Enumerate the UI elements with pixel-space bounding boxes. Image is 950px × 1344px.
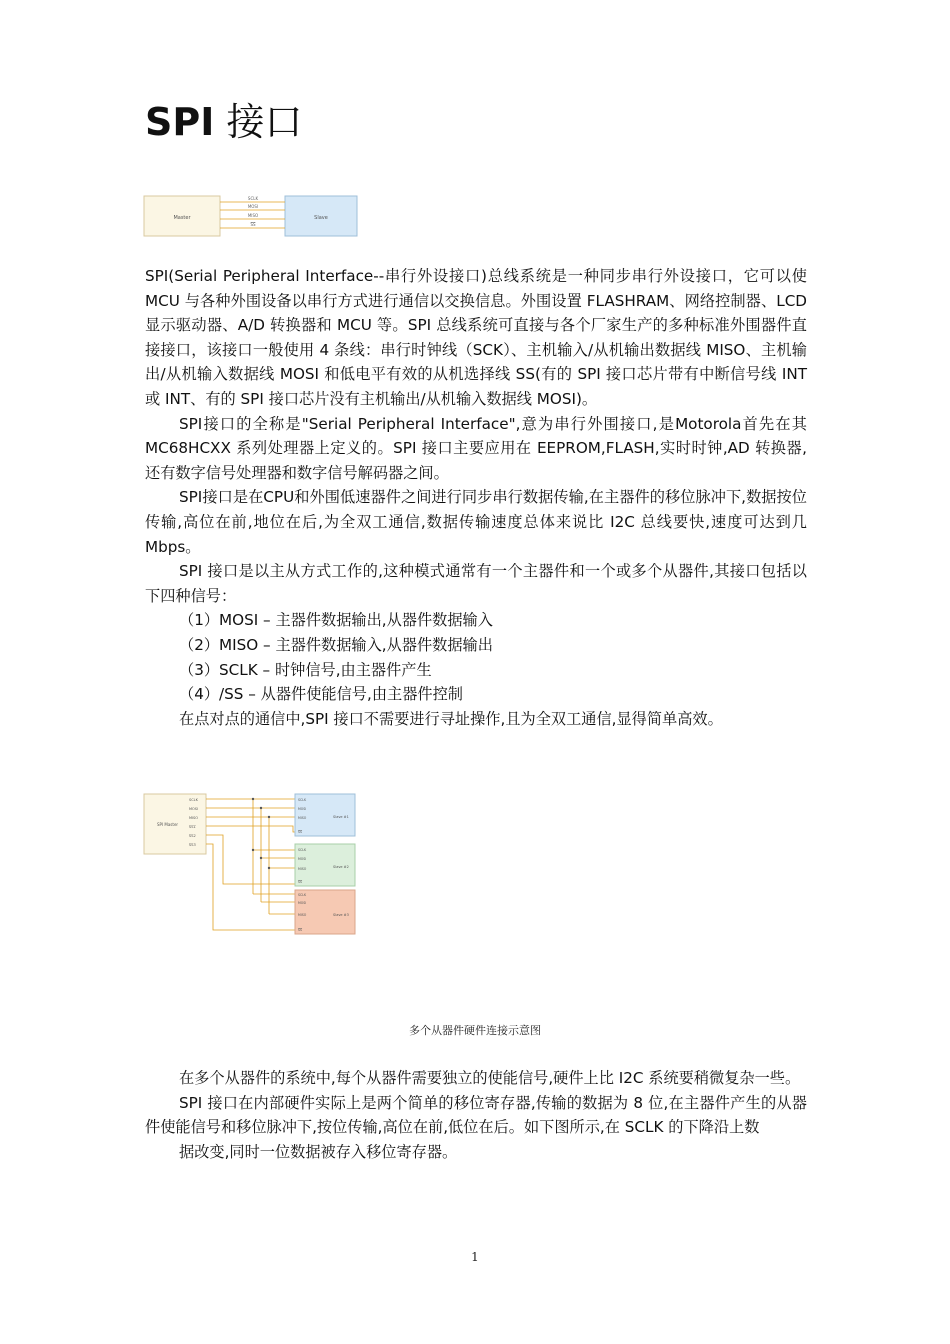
pin-label: SS3	[189, 843, 196, 847]
pin-label: SCLK	[189, 798, 198, 802]
pin-label: SS	[298, 928, 303, 932]
paragraph: 在多个从器件的系统中,每个从器件需要独立的使能信号,硬件上比 I2C 系统要稍微复杂一些。	[179, 1069, 801, 1087]
slave-label: Slave	[314, 215, 328, 221]
pin-label: SS2	[189, 834, 196, 838]
signal-label: MISO	[247, 213, 259, 218]
signal-list-item: （1）MOSI – 主器件数据输出,从器件数据输入	[179, 611, 493, 630]
page-title	[145, 98, 302, 146]
signal-list-item: （3）SCLK – 时钟信号,由主器件产生	[179, 660, 432, 679]
signal-list-item: （4）/SS – 从器件使能信号,由主器件控制	[179, 685, 463, 704]
pin-label: MOSI	[298, 807, 307, 811]
signal-label: MOSI	[247, 204, 259, 209]
master-label: SPI Master	[157, 822, 179, 827]
signal-list-item: （2）MISO – 主器件数据输入,从器件数据输出	[179, 635, 493, 654]
signal-label: SS	[250, 222, 256, 227]
slave-label: Slave #2	[333, 865, 349, 869]
paragraph: SPI 接口是以主从方式工作的,这种模式通常有一个主器件和一个或多个从器件,其接口包括以下四种信号：	[145, 562, 807, 605]
spi-multi-slave-figure	[143, 790, 359, 938]
pin-label: MISO	[189, 816, 199, 820]
title-cjk: 接口	[214, 100, 303, 144]
pin-label: MOSI	[298, 857, 307, 861]
slave-label: Slave #1	[333, 815, 349, 819]
paragraph: SPI(Serial Peripheral Interface--串行外设接口)总线系统是一种同步串行外设接口，它可以使 MCU 与各种外围设备以串行方式进行通信以交换信息。外围设置 FLASHRAM、网络控制器、LCD 显示驱动器、A/D 转换器和 MCU 等。SPI 总线系统可直接与各个厂家生产的多种标准外围器件直接接口，该接口一般使用 4 条线：串行时钟线（SCK）、主机输入/从机输出数据线 MISO、主机输出/从机输入数据线 MOSI 和低电平有效的从机选择线 SS(有的 SPI 接口芯片带有中断信号线 INT 或 INT、有的 SPI 接口芯片没有主机输出/从机输入数据线 MOSI)。	[145, 267, 807, 408]
paragraph: SPI接口是在CPU和外围低速器件之间进行同步串行数据传输,在主器件的移位脉冲下,数据按位传输,高位在前,地位在后,为全双工通信,数据传输速度总体来说比 I2C 总线要快,速度可达到几 Mbps。	[145, 488, 807, 556]
pin-label: MISO	[298, 867, 307, 871]
pin-label: MOSI	[189, 807, 199, 811]
page-number: 1	[471, 1250, 479, 1264]
pin-label: SS1	[189, 825, 196, 829]
paragraph: 在点对点的通信中,SPI 接口不需要进行寻址操作,且为全双工通信,显得简单高效。	[179, 709, 723, 728]
figure-caption: 多个从器件硬件连接示意图	[409, 1024, 541, 1037]
spi-master-slave-figure	[143, 192, 359, 240]
slave-label: Slave #3	[333, 913, 349, 917]
paragraph: SPI 接口在内部硬件实际上是两个简单的移位寄存器,传输的数据为 8 位,在主器件产生的从器件使能信号和移位脉冲下,按位传输,高位在前,低位在后。如下图所示,在 SCLK 的下降沿上数	[145, 1093, 807, 1137]
body-text-top	[145, 264, 807, 731]
signal-label: SCLK	[247, 196, 259, 201]
pin-label: MOSI	[298, 901, 307, 905]
pin-label: SS	[298, 880, 303, 884]
title-latin: SPI	[145, 100, 215, 144]
paragraph: SPI接口的全称是"Serial Peripheral Interface",意为串行外围接口,是Motorola首先在其 MC68HCXX 系列处理器上定义的。SPI 接口主要应用在 EEPROM,FLASH,实时时钟,AD 转换器,还有数字信号处理器和数字信号解码器之间。	[145, 414, 807, 482]
pin-label: SCLK	[298, 798, 307, 802]
pin-label: SCLK	[298, 893, 307, 897]
body-text-bottom	[145, 1066, 807, 1164]
pin-label: SS	[298, 830, 303, 834]
paragraph: 据改变,同时一位数据被存入移位寄存器。	[179, 1142, 458, 1161]
pin-label: MISO	[298, 816, 307, 820]
pin-label: SCLK	[298, 848, 307, 852]
master-label: Master	[173, 215, 191, 221]
pin-label: MISO	[298, 913, 307, 917]
wires	[206, 799, 295, 930]
